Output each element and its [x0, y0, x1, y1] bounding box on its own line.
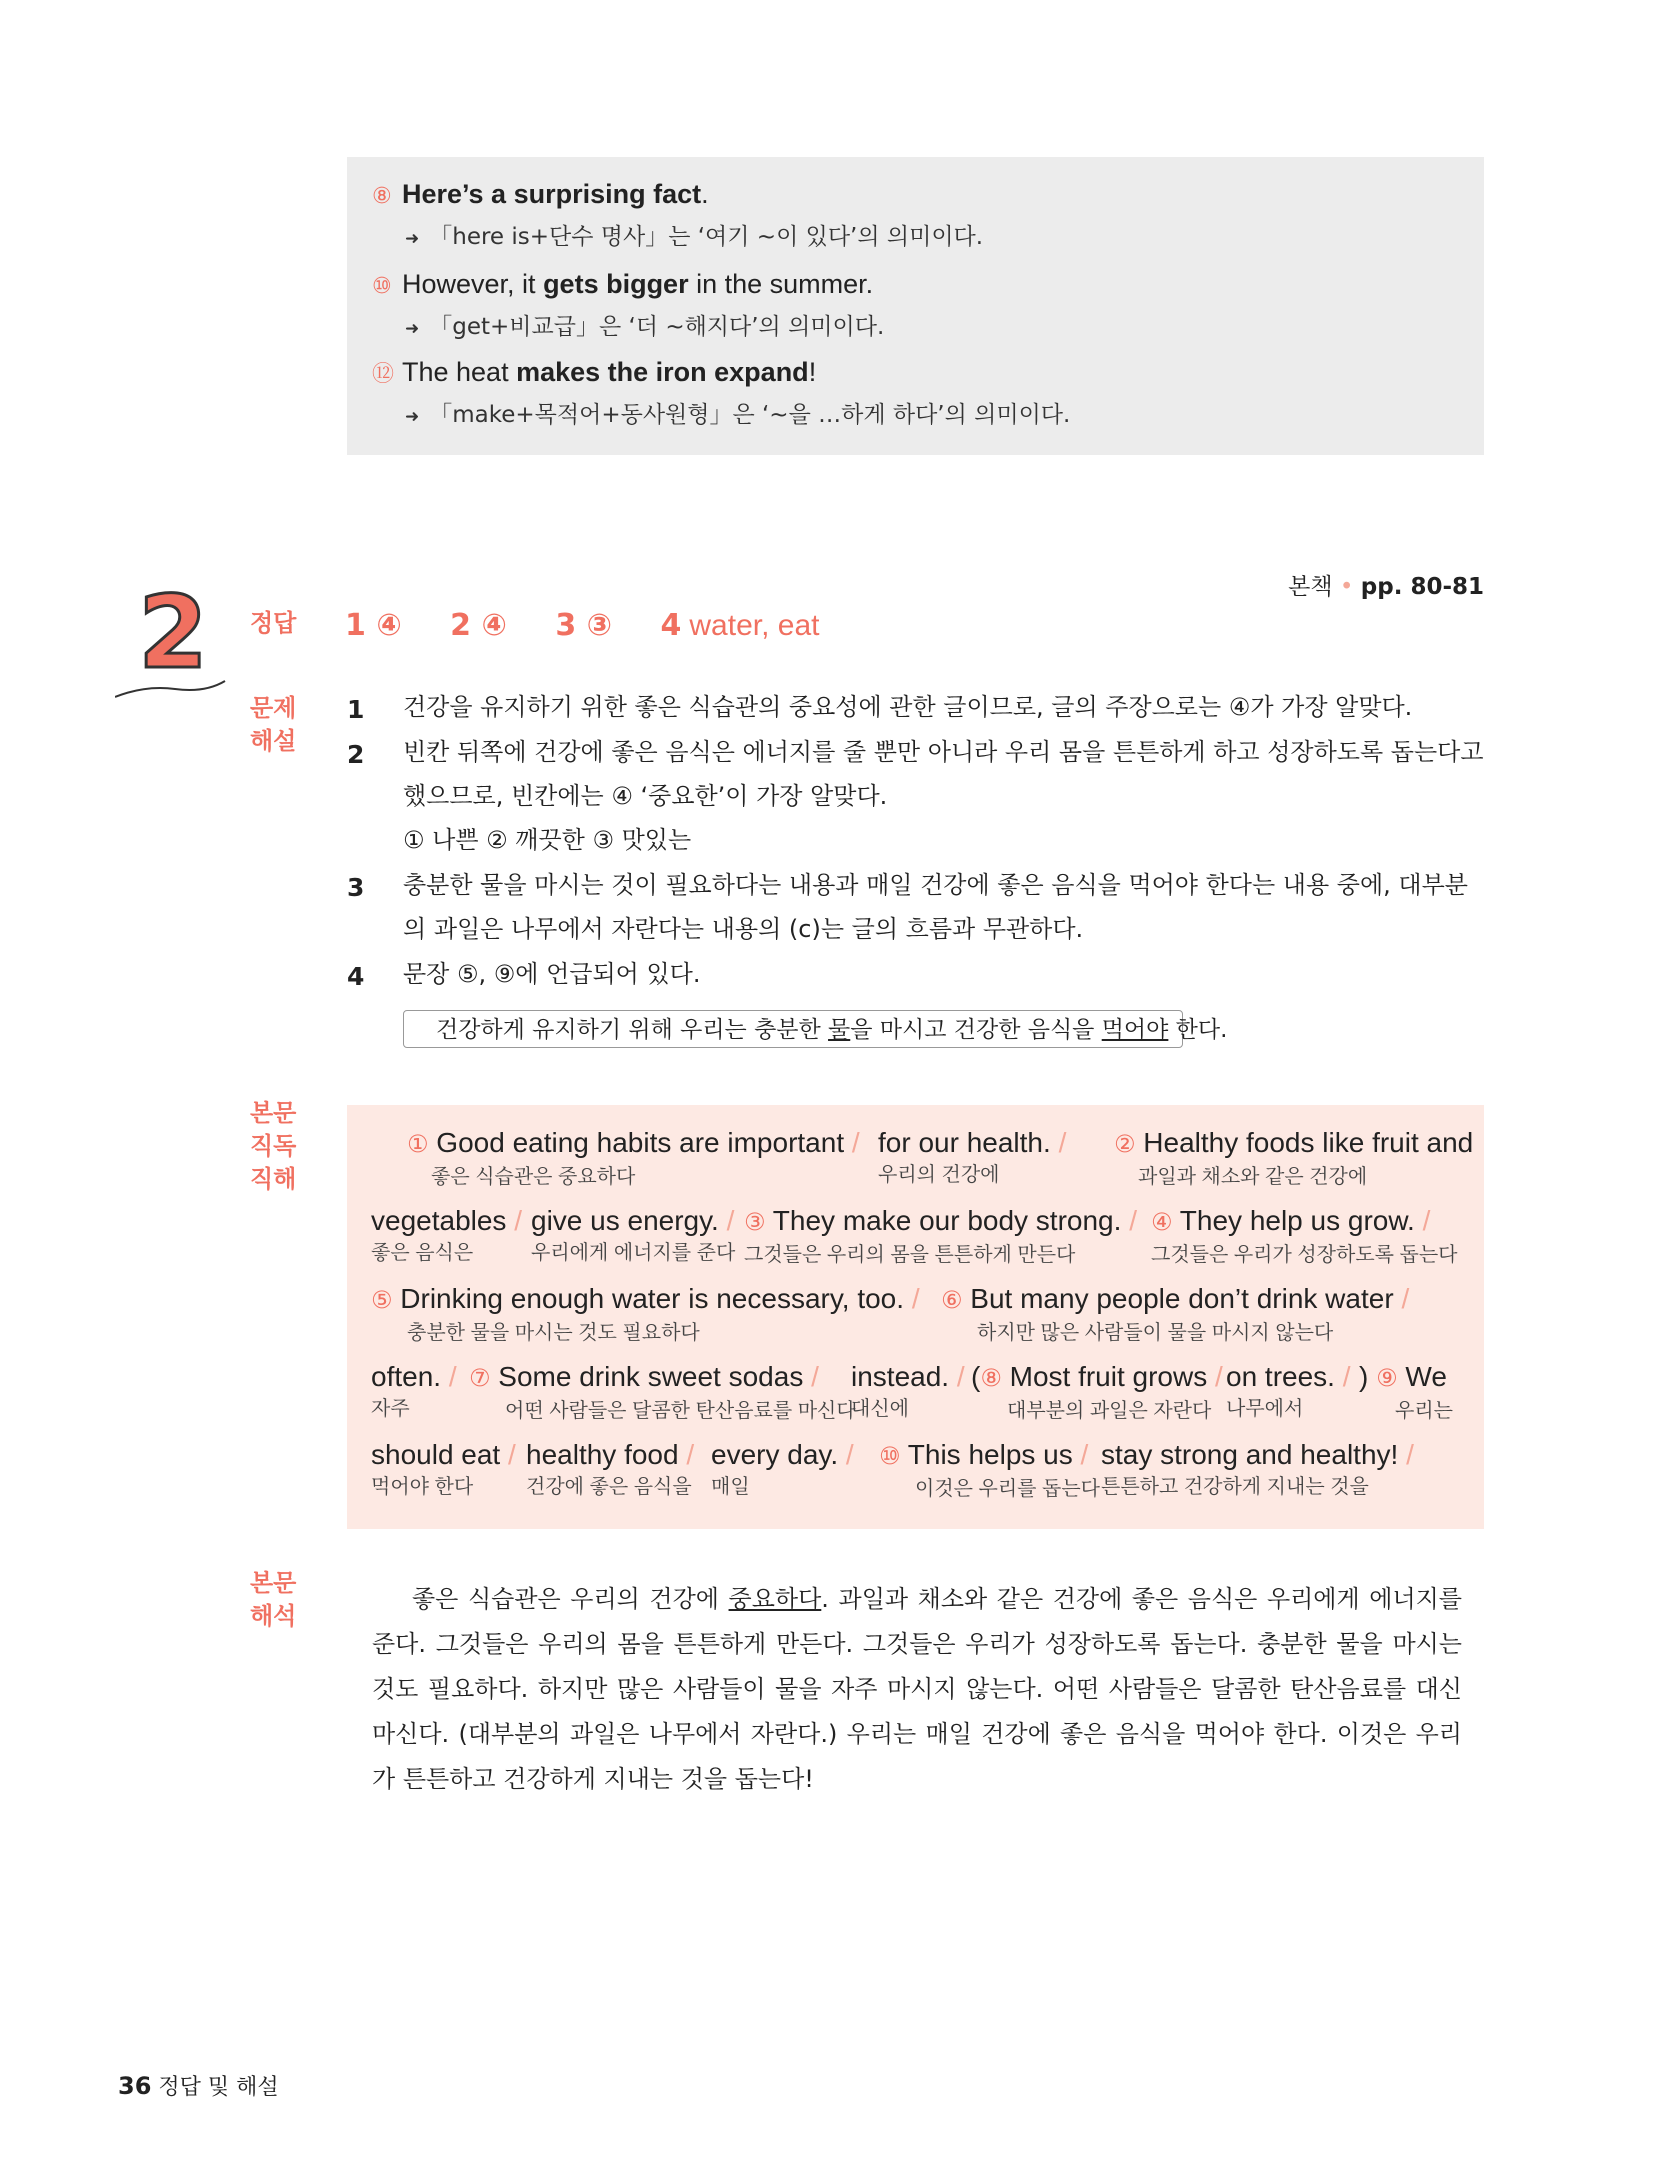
translation-text: 좋은 식습관은 우리의 건강에 중요하다. 과일과 채소와 같은 건강에 좋은 음식은 우리에게 에너지를 준다. 그것들은 우리의 몸을 튼튼하게 만든다. 그것들은 우리가 성장하도록 돕는다. 충분한 물을 마시는 것도 필요하다. 하지만 많은 사람들이 물을 자주 마시지 않는다. 어떤 사람들은 달콤한 탄산음료를 대신 마신다. (대부분의 과일은 나무에서 자란다.) 우리는 매일 건강에 좋은 음식을 먹어야 한다. 이것은 우리가 튼튼하고 건강하게 지내는 것을 돕는다! — [372, 1585, 1462, 1793]
arrow-icon: ➜ — [405, 319, 420, 339]
arrow-icon: ➜ — [405, 407, 420, 427]
page-footer — [118, 2070, 279, 2101]
grammar-sentence-12: ⑫ The heat makes the iron expand! — [372, 357, 817, 387]
answer-3: 3 ③ — [555, 608, 613, 643]
answer-2: 2 ④ — [450, 608, 507, 643]
summary-box: 건강하게 유지하기 위해 우리는 충분한 물을 마시고 건강한 음식을 먹어야 한다. — [403, 1010, 1183, 1048]
reading-chunk: for our health. / 우리의 건강에 — [878, 1127, 1067, 1186]
reading-line — [371, 1281, 1471, 1353]
footer-title: 정답 및 해설 — [158, 2075, 279, 2100]
section-number — [115, 585, 235, 705]
grammar-sentence-10: ⑩ However, it gets bigger in the summer. — [372, 269, 874, 299]
reading-line — [371, 1359, 1471, 1431]
page-number: 36 — [118, 2072, 152, 2100]
reading-chunk: ⑩ This helps us / 이것은 우리를 돕는다 — [879, 1439, 1100, 1500]
reading-chunk: vegetables / 좋은 음식은 — [371, 1205, 522, 1264]
reading-chunk: ② Healthy foods like fruit and 과일과 채소와 같은 건강에 — [1114, 1127, 1474, 1188]
reading-chunk: ⑦ Some drink sweet sodas / 어떤 사람들은 달콤한 탄산음료를 마신다 — [469, 1361, 856, 1422]
explanation-text: 충분한 물을 마시는 것이 필요하다는 내용과 매일 건강에 좋은 음식을 먹어야 한다는 내용 중에, 대부분의 과일은 나무에서 자란다는 내용의 (c)는 글의 흐름과 무관하다. — [403, 871, 1468, 943]
reading-chunk: often. / 자주 — [371, 1361, 457, 1420]
reading-chunk: give us energy. / 우리에게 에너지를 준다 — [531, 1205, 736, 1264]
grammar-notes-box — [347, 157, 1484, 455]
question-number: 4 — [347, 962, 365, 991]
section-number-text: 2 — [138, 585, 208, 691]
explanation-text: 문장 ⑤, ⑨에 언급되어 있다. — [403, 960, 701, 988]
reading-chunk: should eat / 먹어야 한다 — [371, 1439, 516, 1498]
reading-line — [371, 1125, 1474, 1197]
reading-chunk: ③ They make our body strong. / 그것들은 우리의 몸을 튼튼하게 만든다 — [744, 1205, 1137, 1266]
grammar-note-12: ➜ 「make+목적어+동사원형」은 ‘~을 …하게 하다’의 의미이다. — [405, 402, 1071, 428]
answer-list — [345, 608, 819, 643]
arrow-icon: ➜ — [405, 229, 420, 249]
reading-chunk: instead. / 대신에 — [851, 1361, 965, 1420]
reading-chunk: ⑥ But many people don’t drink water / 하지만 많은 사람들이 물을 마시지 않는다 — [941, 1283, 1410, 1344]
reading-chunk: ④ They help us grow. / 그것들은 우리가 성장하도록 돕는다 — [1151, 1205, 1458, 1266]
question-number: 3 — [347, 873, 365, 902]
answer-4: 4 — [660, 608, 682, 643]
reading-chunk: every day. / 매일 — [711, 1439, 854, 1498]
reading-line — [371, 1203, 1471, 1275]
question-number: 2 — [347, 740, 365, 769]
reading-chunk: stay strong and healthy! / 튼튼하고 건강하게 지내는 것을 — [1101, 1439, 1414, 1498]
explanation-text: 빈칸 뒤쪽에 건강에 좋은 음식은 에너지를 줄 뿐만 아니라 우리 몸을 튼튼하게 하고 성장하도록 돕는다고 했으므로, 빈칸에는 ④ ‘중요한’이 가장 알맞다. — [403, 738, 1484, 810]
reading-chunk: ① Good eating habits are important / 좋은 식습관은 중요하다 — [407, 1127, 860, 1188]
reading-line — [371, 1437, 1471, 1509]
grammar-note-10: ➜ 「get+비교급」은 ‘더 ~해지다’의 의미이다. — [405, 314, 885, 340]
explanation-label: 문제 해설 — [250, 694, 297, 755]
reading-chunk: ⑤ Drinking enough water is necessary, too. / 충분한 물을 마시는 것도 필요하다 — [371, 1283, 920, 1344]
reading-chunk: ) ⑨ We 우리는 — [1359, 1361, 1453, 1422]
translation-label: 본문 해석 — [250, 1569, 297, 1630]
direct-reading-box — [347, 1105, 1484, 1529]
answer-1: 1 ④ — [345, 608, 402, 643]
grammar-note-8: ➜ 「here is+단수 명사」는 ‘여기 ~이 있다’의 의미이다. — [405, 224, 984, 250]
grammar-sentence-8: ⑧ Here’s a surprising fact. — [372, 179, 709, 209]
reading-chunk: healthy food / 건강에 좋은 음식을 — [526, 1439, 695, 1498]
reading-label: 본문 직독 직해 — [250, 1099, 297, 1193]
question-number: 1 — [347, 695, 365, 724]
reading-chunk: on trees. / 나무에서 — [1226, 1361, 1351, 1420]
explanation-options: ① 나쁜 ② 깨끗한 ③ 맛있는 — [403, 826, 692, 854]
page-reference: 본책 • pp. 80-81 — [1288, 574, 1484, 600]
answer-4-words: water, eat — [689, 609, 820, 642]
explanation-text: 건강을 유지하기 위한 좋은 식습관의 중요성에 관한 글이므로, 글의 주장으로는 ④가 가장 알맞다. — [403, 693, 1413, 721]
reading-chunk: (⑧ Most fruit grows / 대부분의 과일은 자란다 — [971, 1361, 1223, 1422]
answer-label: 정답 — [250, 609, 297, 637]
